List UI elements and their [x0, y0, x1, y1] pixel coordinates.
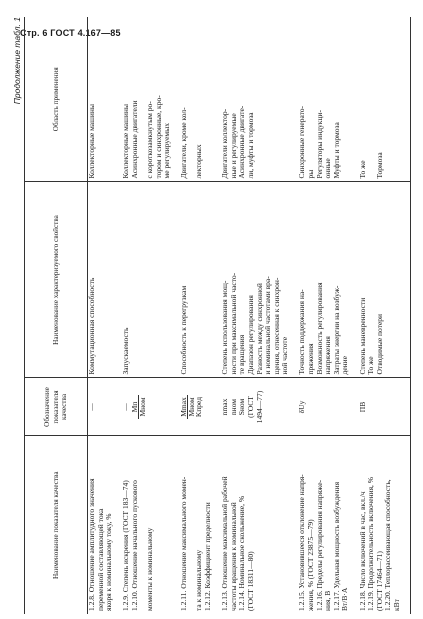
cell-designation: ПВ: [359, 378, 368, 436]
cell-property: пряжения: [307, 182, 316, 378]
table-row: [155, 17, 164, 614]
fraction-numerator: Mmax: [179, 397, 189, 417]
cell-indicator: 1.2.14. Номинальное скольжение, %: [237, 495, 247, 611]
spacer-cell: [402, 17, 411, 182]
cell-application: Тормоза: [376, 17, 385, 182]
cell-property: [195, 182, 204, 378]
cell-property: дение: [341, 182, 350, 378]
cell-indicator: 1.2.16. Пределы регулирования напряже-: [314, 479, 324, 611]
cell-application: [384, 17, 393, 182]
table-row: [105, 17, 114, 614]
cell-designation: [155, 378, 164, 436]
cell-designation: [163, 378, 172, 436]
cell-application: Регуляторы индукци-: [316, 17, 325, 182]
cell-application: [341, 17, 350, 182]
cell-indicator: ния, В: [323, 590, 333, 611]
cell-property: [131, 182, 146, 378]
column-header-application: Область применения: [25, 17, 88, 182]
cell-indicator: жения, % (ГОСТ 23875—79): [306, 519, 316, 611]
cell-application: Коллекторные машины: [88, 17, 97, 182]
cell-property: Степень маневренности: [359, 182, 368, 378]
table-row: [384, 17, 393, 614]
cell-indicator: та к номинальному: [194, 549, 204, 611]
cell-designation: Kпред: [195, 378, 204, 436]
cell-indicator: [256, 436, 265, 614]
fraction-symbol: [180, 395, 195, 419]
fraction-denominator: Mном: [187, 397, 197, 417]
cell-indicator: [264, 436, 273, 614]
cell-property: Возможность регулирования: [316, 182, 325, 378]
cell-indicator: Вт/В·А: [340, 587, 350, 611]
cell-property: [204, 182, 213, 378]
cell-property: Способность к перегрузкам: [180, 182, 195, 378]
page-header: Стр. 6 ГОСТ 4.167—85: [20, 28, 121, 38]
cell-designation: 1494—77): [256, 378, 265, 436]
cell-designation: [333, 378, 342, 436]
cell-property: [155, 182, 164, 378]
cell-application: Синхронные генерато-: [298, 17, 307, 182]
cell-application: [97, 17, 106, 182]
cell-designation: nmax: [221, 378, 230, 436]
cell-property: [105, 182, 114, 378]
spacer-cell: [402, 436, 411, 614]
cell-designation: —: [88, 378, 97, 436]
column-header-indicator: Наименование показателя качества: [25, 436, 88, 614]
cell-application: Двигатели коллектор-: [221, 17, 230, 182]
cell-indicator: 1.2.10. Отношение начального пускового: [129, 480, 139, 611]
cell-property: напряжения: [324, 182, 333, 378]
cell-application: ные и регулируемые: [230, 17, 239, 182]
spacer-cell: [402, 378, 411, 436]
cell-property: те вращения: [238, 182, 247, 378]
cell-indicator: якоря к номинальному току, %: [104, 513, 114, 611]
cell-property: Точность поддержания на-: [298, 182, 307, 378]
cell-indicator: переменной составляющей тока: [95, 508, 105, 611]
cell-designation: [273, 378, 282, 436]
table-row: [316, 17, 325, 614]
cell-indicator: 1.2.18. Число включений в час, вкл./ч: [357, 491, 367, 611]
table-row: [333, 17, 342, 614]
cell-application: лекторных: [195, 17, 204, 182]
cell-property: Коммутационная способность: [88, 182, 97, 378]
row-group-spacer: [402, 17, 411, 614]
table-row: [281, 17, 290, 614]
cell-designation: [367, 378, 376, 436]
column-header-designation: Обозначение показателя качества: [25, 378, 88, 436]
cell-indicator: 1.2.20. Теплорассеивающая способность,: [383, 479, 393, 611]
cell-designation: [264, 378, 273, 436]
spacer-cell: [350, 17, 359, 182]
table-row: [204, 17, 213, 614]
cell-designation: [316, 378, 325, 436]
cell-designation: [281, 378, 290, 436]
cell-application: с короткозамкнутым ро-: [146, 17, 155, 182]
cell-indicator: [273, 436, 282, 614]
cell-designation: [180, 378, 195, 436]
cell-application: [273, 17, 282, 182]
cell-indicator: (ГОСТ 17464—71): [374, 551, 384, 611]
cell-designation: δUy: [298, 378, 307, 436]
cell-designation: —: [122, 378, 131, 436]
cell-indicator: частоты вращения к номинальной: [228, 502, 238, 611]
cell-indicator: 1.2.11. Отношение максимального момен-: [179, 476, 189, 611]
cell-application: То же: [359, 17, 368, 182]
cell-application: ме регулируемых: [163, 17, 172, 182]
cell-designation: [97, 378, 106, 436]
cell-application: [281, 17, 290, 182]
cell-property: [163, 182, 172, 378]
cell-indicator: 1.2.17. Удельная мощность возбуждения: [331, 481, 341, 611]
cell-designation: [105, 378, 114, 436]
cell-application: Асинхронные двигатели: [131, 17, 146, 182]
cell-indicator: кВт: [392, 599, 401, 611]
cell-property: [393, 182, 402, 378]
cell-application: [105, 17, 114, 182]
table-row: [393, 17, 402, 614]
cell-designation: [131, 378, 146, 436]
cell-designation: [324, 378, 333, 436]
cell-indicator: [281, 436, 290, 614]
cell-indicator: 1.2.15. Установившееся отклонение напря-: [297, 474, 307, 611]
cell-property: Степень использования мощ-: [221, 182, 230, 378]
table-body: [88, 17, 411, 614]
cell-application: Асинхронные двигате-: [238, 17, 247, 182]
cell-application: [393, 17, 402, 182]
spacer-cell: [402, 182, 411, 378]
table-caption: Продолжение табл. 1: [12, 17, 22, 105]
cell-application: Коллекторные машины: [122, 17, 131, 182]
cell-indicator: 1.2.12. Коэффициент пределности: [202, 502, 212, 611]
table-row: [180, 17, 195, 614]
cell-indicator: [155, 436, 164, 614]
fraction-denominator: Мном: [137, 397, 147, 417]
cell-property: То же: [367, 182, 376, 378]
cell-property: Затраты энергии на возбуж-: [333, 182, 342, 378]
table-row: [163, 17, 172, 614]
table-header-row: [25, 17, 88, 614]
cell-property: Диапазон регулирования: [247, 182, 256, 378]
fraction-symbol: [131, 395, 146, 418]
cell-designation: Sном: [238, 378, 247, 436]
cell-property: [146, 182, 155, 378]
cell-designation: [307, 378, 316, 436]
cell-designation: [204, 378, 213, 436]
cell-property: [97, 182, 106, 378]
table-row: [341, 17, 350, 614]
cell-designation: nном: [230, 378, 239, 436]
cell-property: щения, отнесенная к синхрон-: [273, 182, 282, 378]
cell-application: Муфты и тормоза: [333, 17, 342, 182]
column-header-property: Наименование характеризуемого свойства: [25, 182, 88, 378]
table-row: [131, 17, 146, 614]
cell-designation: [341, 378, 350, 436]
cell-indicator: 1.2.9. Степень искрения (ГОСТ 183—74): [121, 480, 131, 611]
cell-property: ной частоте: [281, 182, 290, 378]
cell-application: Двигатели, кроме кол-: [180, 17, 195, 182]
cell-application: ли, муфты и тормоза: [247, 17, 256, 182]
cell-designation: [376, 378, 385, 436]
cell-indicator: моменты к номинальному: [144, 527, 154, 611]
cell-property: Разность между синхронной: [256, 182, 265, 378]
cell-application: тором и синхронные, кро-: [155, 17, 164, 182]
cell-indicator: (ГОСТ 18311—80): [245, 551, 255, 611]
cell-property: и номинальной частотами вра-: [264, 182, 273, 378]
cell-designation: [384, 378, 393, 436]
cell-application: [264, 17, 273, 182]
cell-indicator: [163, 436, 172, 614]
cell-designation: [393, 378, 402, 436]
cell-property: [384, 182, 393, 378]
cell-application: [204, 17, 213, 182]
cell-indicator: 1.2.19. Продолжительность включения, %: [366, 476, 376, 611]
cell-designation: [146, 378, 155, 436]
table-row: [273, 17, 282, 614]
cell-property: Запускаемость: [122, 182, 131, 378]
cell-property: Отводимые потери: [376, 182, 385, 378]
cell-application: ры: [307, 17, 316, 182]
cell-indicator: 1.2.8. Отношение амплитудного значения: [87, 478, 96, 611]
rotated-table-block: [12, 17, 404, 614]
cell-indicator: 1.2.13. Отношение максимальной рабочей: [220, 476, 230, 611]
fraction-numerator: Мп: [131, 395, 139, 418]
cell-application: онные: [324, 17, 333, 182]
quality-indicators-table: [24, 17, 411, 614]
cell-application: [256, 17, 265, 182]
cell-property: ности при максимальной часто-: [230, 182, 239, 378]
cell-designation: (ГОСТ: [247, 378, 256, 436]
